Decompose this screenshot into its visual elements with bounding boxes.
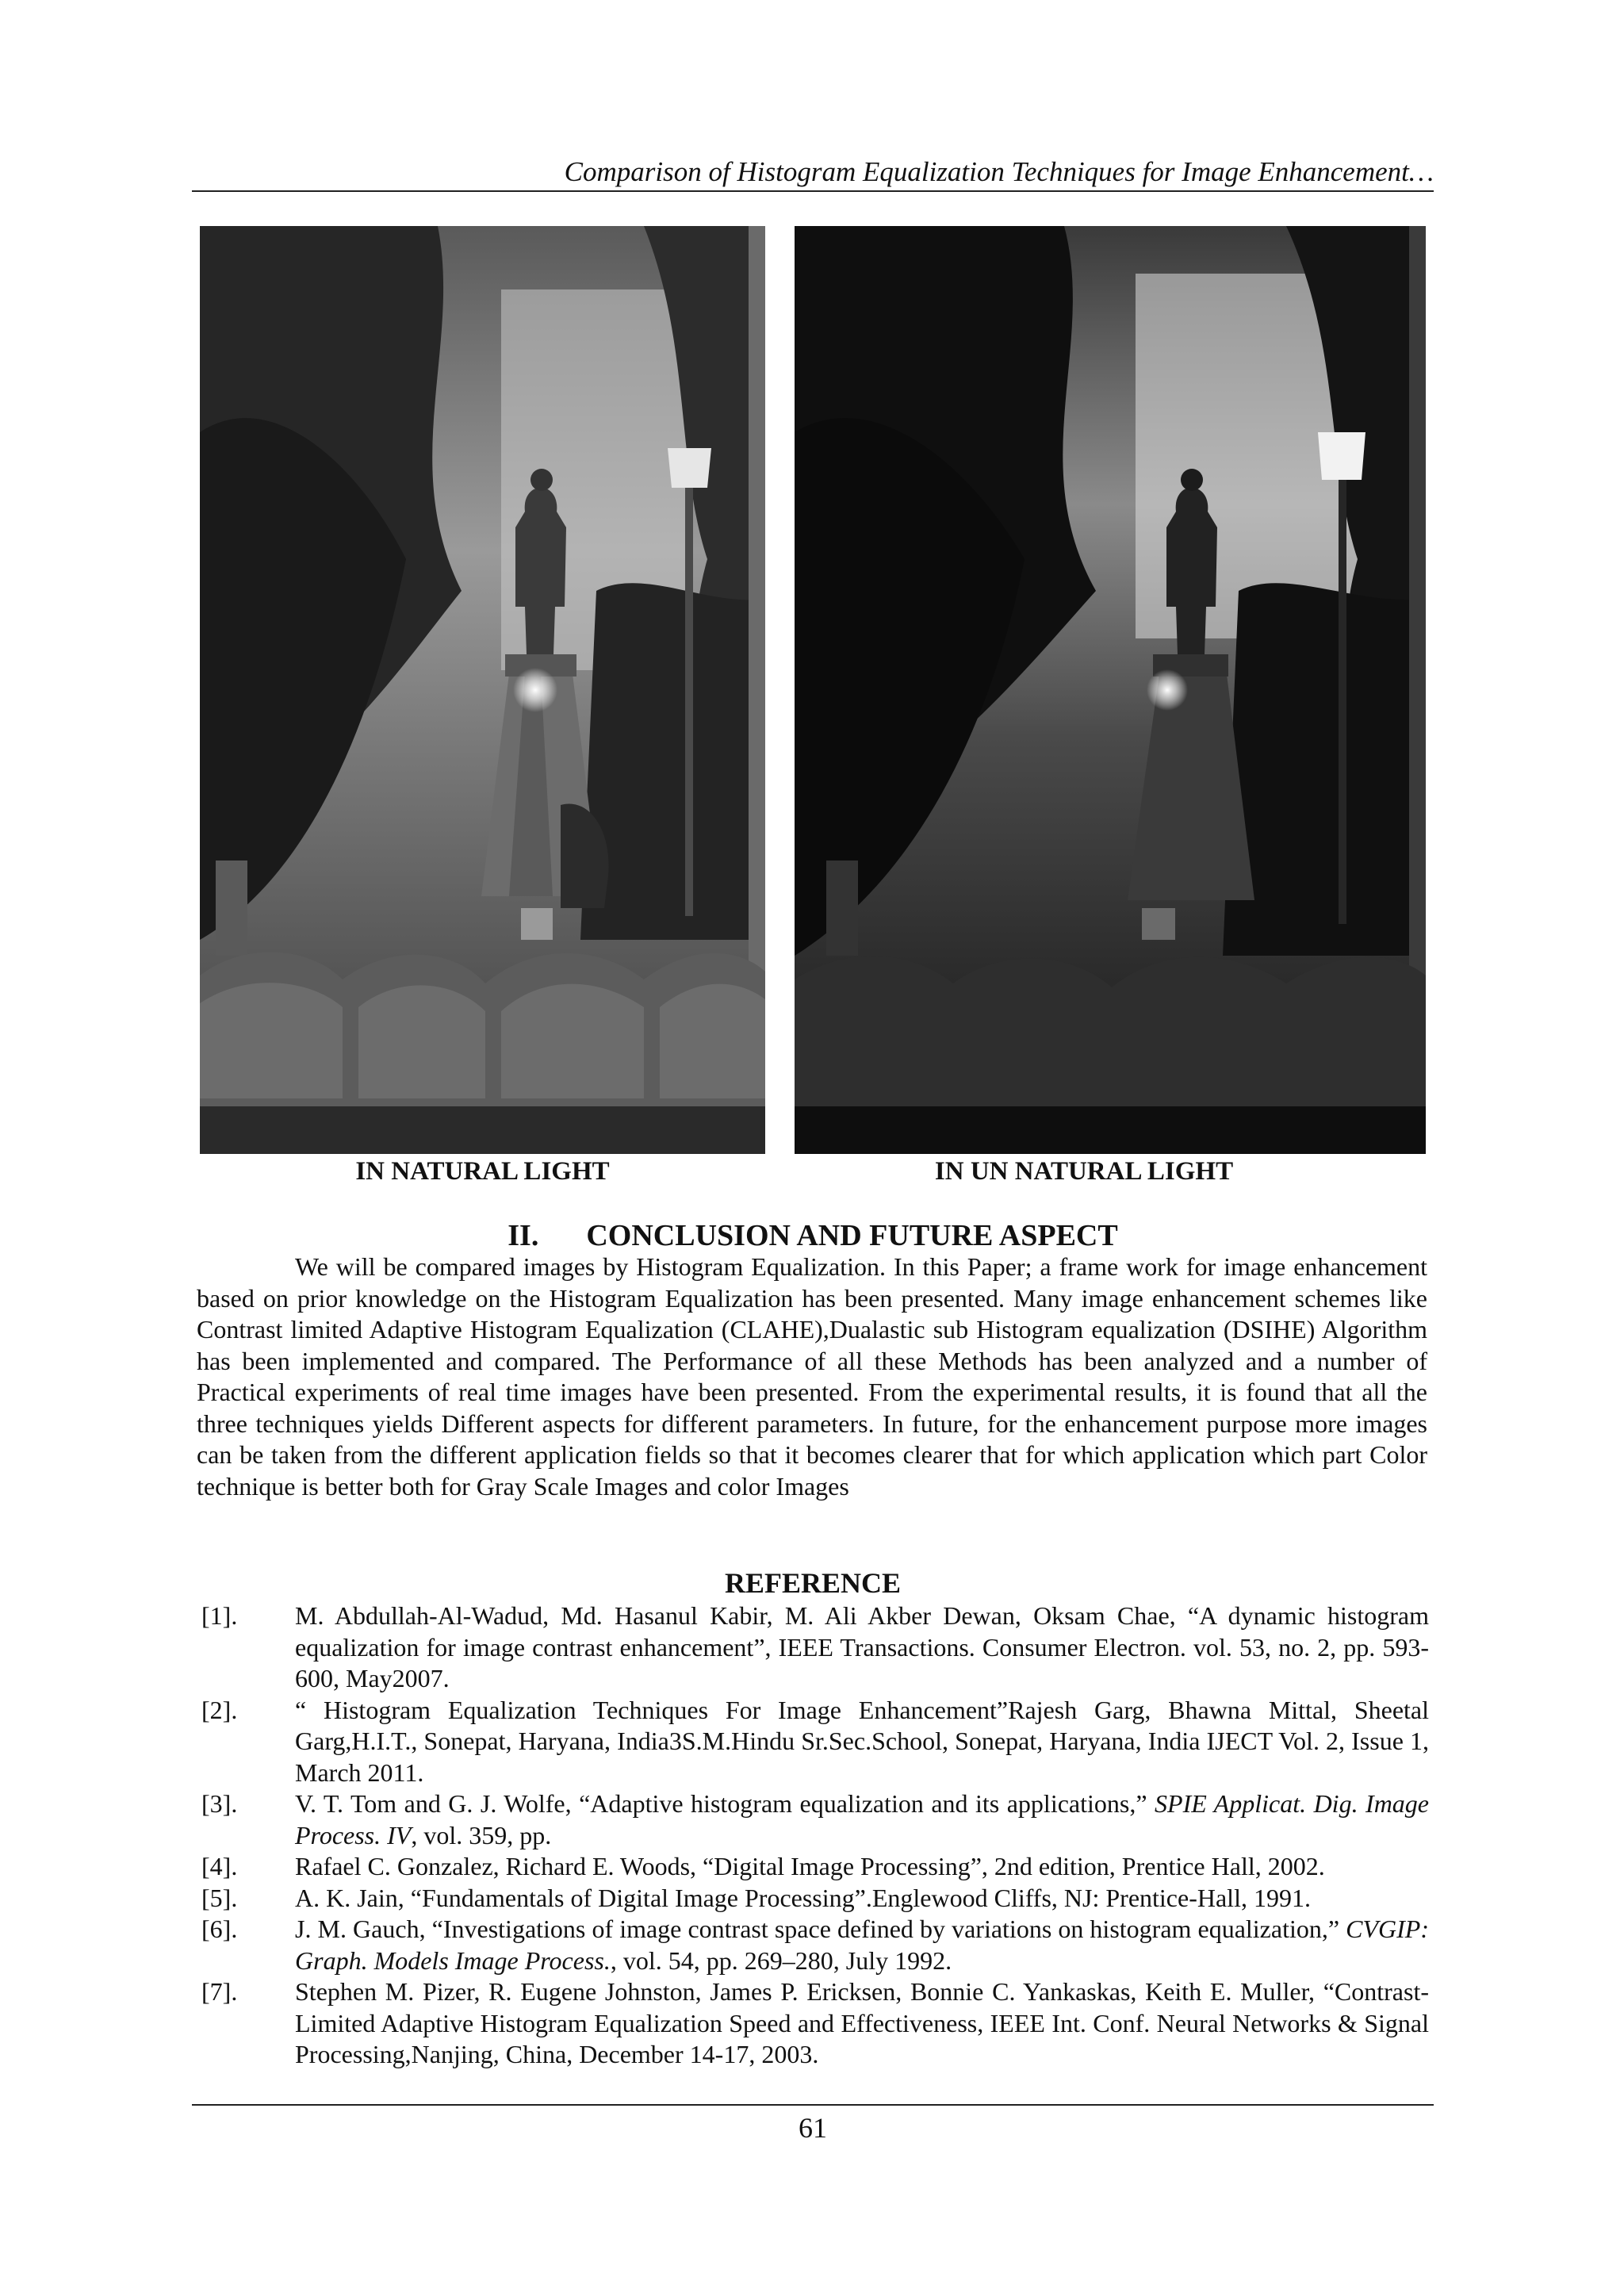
reference-text: Stephen M. Pizer, R. Eugene Johnston, James P. Ericksen, Bonnie C. Yankaskas, Keith E. Muller, “Contrast-Limited Adaptive Histogram Equalization Speed and Effectiveness, IEEE Int. Conf. Neural Networks & Signal Processing,Nanjing, China, December 14-17, 2003. [295, 1977, 1429, 2068]
reference-text: M. Abdullah-Al-Wadud, Md. Hasanul Kabir, M. Ali Akber Dewan, Oksam Chae, “A dynamic histogram equalization for image contrast enhancement”, IEEE Transactions. Consumer Electron. vol. 53, no. 2, pp. 593- 600, May2007. [295, 1601, 1429, 1692]
reference-item [201, 1851, 1429, 1883]
caption-natural-light: IN NATURAL LIGHT [355, 1157, 610, 1186]
reference-item [201, 1600, 1429, 1695]
references-list [201, 1600, 1429, 2071]
reference-venue: CVGIP: Graph. Models Image Process. [295, 1915, 1429, 1975]
reference-item [201, 1695, 1429, 1789]
reference-venue: SPIE Applicat. Dig. Image Process. IV [295, 1789, 1430, 1849]
reference-text: Rafael C. Gonzalez, Richard E. Woods, “Digital Image Processing”, 2nd edition, Prentice Hall, 2002. [295, 1852, 1325, 1880]
conclusion-paragraph: We will be compared images by Histogram Equalization. In this Paper; a frame work for image enhancement based on prior knowledge on the Histogram Equalization has been presented. Many image enhancement schemes like Contrast limited Adaptive Histogram Equalization (CLAHE),Dualastic sub Histogram equalization (DSIHE) Algorithm has been implemented and compared. The Performance of all these Methods has been analyzed and a number of Practical experiments of real time images have been presented. From the experimental results, it is found that all the three techniques yields Different aspects for different parameters. In future, for the enhancement purpose more images can be taken from the different application fields so that it becomes clearer that for which application which part Color technique is better both for Gray Scale Images and color Images [197, 1252, 1427, 1501]
reference-item [201, 1788, 1429, 1851]
reference-number: [7]. [201, 1977, 238, 2006]
photo-unnatural-light [795, 226, 1426, 1154]
reference-text: J. M. Gauch, “Investigations of image contrast space defined by variations on histogram equalization,” [295, 1915, 1346, 1943]
reference-number: [1]. [201, 1601, 238, 1630]
reference-text: V. T. Tom and G. J. Wolfe, “Adaptive histogram equalization and its applications,” [295, 1789, 1155, 1818]
reference-text: “ Histogram Equalization Techniques For Image Enhancement”Rajesh Garg, Bhawna Mittal, Sheetal Garg,H.I.T., Sonepat, Haryana, India3S.M.Hindu Sr.Sec.School, Sonepat, Haryana, India IJECT Vol. 2, Issue 1, March 2011. [295, 1695, 1429, 1787]
reference-number: [3]. [201, 1789, 238, 1818]
photo-natural-light [200, 226, 765, 1154]
reference-tail: , vol. 359, pp. [411, 1820, 552, 1849]
reference-tail: , vol. 54, pp. 269–280, July 1992. [610, 1945, 952, 1975]
reference-number: [5]. [201, 1883, 238, 1912]
running-header: Comparison of Histogram Equalization Techniques for Image Enhancement… [564, 156, 1434, 187]
reference-number: [2]. [201, 1695, 238, 1724]
caption-unnatural-light: IN UN NATURAL LIGHT [934, 1157, 1234, 1186]
section-number: II. [508, 1219, 539, 1252]
reference-number: [4]. [201, 1852, 238, 1880]
reference-item [201, 1914, 1429, 1976]
header-rule [192, 190, 1434, 192]
reference-text: A. K. Jain, “Fundamentals of Digital Image Processing”.Englewood Cliffs, NJ: Prentice-Hall, 1991. [295, 1883, 1311, 1912]
section-heading [192, 1217, 1434, 1255]
reference-number: [6]. [201, 1915, 238, 1943]
reference-item [201, 1883, 1429, 1915]
footer-rule [192, 2104, 1434, 2106]
section-title: CONCLUSION AND FUTURE ASPECT [586, 1219, 1118, 1252]
references-heading: REFERENCE [724, 1567, 902, 1599]
page-number: 61 [799, 2112, 827, 2144]
reference-item [201, 1976, 1429, 2071]
